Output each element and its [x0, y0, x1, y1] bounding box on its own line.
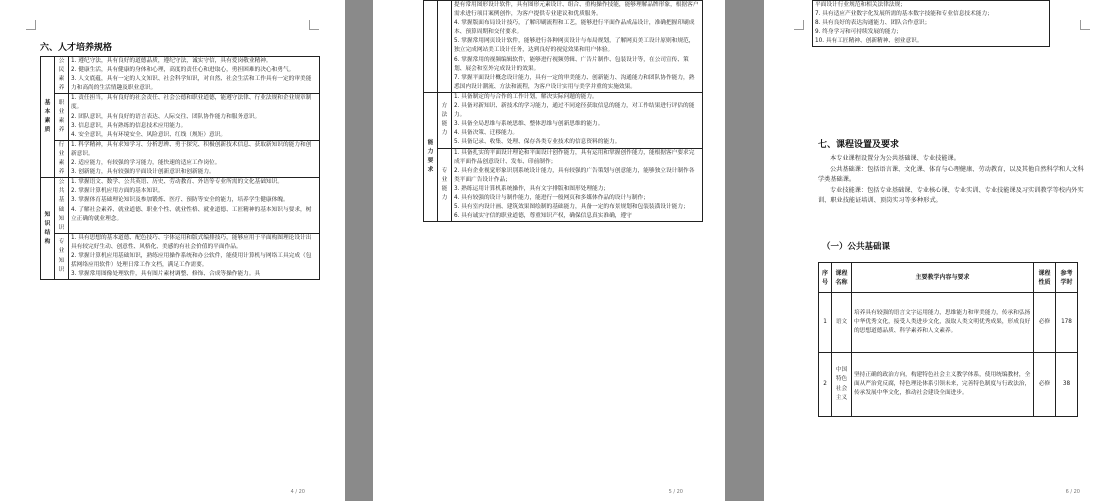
page-number: 6 / 20	[1065, 489, 1080, 495]
column-header: 课程性质	[1034, 263, 1056, 293]
table-row	[41, 94, 320, 140]
crop-mark	[794, 20, 804, 30]
category-cell: 知识结构	[41, 178, 55, 280]
group-content: 1. 遵纪守法，具有良好的道德品质，遵纪守法，诚实守信，具有爱岗敬业精神。 2. 健康生活，具有健康的身体和心理，高度的责任心和进取心，勇担困难的决心和勇气。 3. 人文底蕴，具有一定的人文知识、社会科学知识，对自然、社会生活和工作具有一定的审美能力和高尚的生活情趣及职业意识。	[69, 57, 320, 94]
column-header: 主要教学内容与要求	[852, 263, 1034, 293]
category-cell: 基本素质	[41, 57, 55, 178]
ability-continued-table	[812, 0, 1050, 47]
crop-mark	[26, 20, 36, 30]
crop-mark	[309, 20, 319, 30]
training-spec-table	[40, 56, 320, 280]
document-page-6	[764, 0, 1120, 501]
table-row: 1 语文 培养具有较强的语言文字运用能力，思维能力和审美能力，传承和弘扬中华优秀文化，接受人类进步文化，汲取人类文明优秀成果，形成良好的思想道德品质、科学素养和人文素养。 必修 178	[819, 293, 1078, 353]
group-label: 方法能力	[438, 92, 452, 148]
document-page-5	[373, 0, 725, 501]
category-cell: 能力要求	[424, 92, 438, 221]
column-header: 序号	[819, 263, 832, 293]
crop-mark	[1080, 20, 1090, 30]
table-row	[41, 233, 320, 279]
table-row	[424, 148, 703, 222]
page-number: 4 / 20	[290, 489, 305, 495]
group-label: 专业知识	[55, 233, 69, 279]
column-header: 课程名称	[832, 263, 852, 293]
group-content: 1. 责任担当，具有良好的社会责任、社会公德和职业道德，能遵守法律、行业法规和企业规章制度。 2. 团队意识，具有良好的语言表达、人际交往、团队协作能力和服务意识。 3. 信息意识，具有熟练的信息技术应用能力。 4. 安全意识，具有环境安全、风险意识、红线（规矩）意识。	[69, 94, 320, 140]
group-content: 1. 科学精神，具有求知学习、分析思辨、勇于探究、积极创新技术信息、获取新知识的能力和创新意识。 2. 适应能力，有较强的学习能力，能快速的适应工作岗位。 3. 创新能力，具有较强的平面设计创新意识和创新能力。	[69, 140, 320, 177]
section-heading: 六、人才培养规格	[40, 43, 113, 53]
course-table	[818, 262, 1078, 417]
course-content: 坚持正确的政治方向，构建特色社会主义教学体系，使用统编教材，全面从严治党反腐，特色理论体系引领未来，完善特色制度与行政法治，传承发展中华文化，推动社会建设全面进步。	[852, 353, 1034, 417]
paragraph: 公共基础课：包括语言课、文化课、体育与心理健康、劳动教育，以及其他自然科学和人文科学类基础课。	[818, 165, 1084, 183]
paragraph: 专业技能课：包括专业基础课、专业核心课、专业实训、专业技能课及习实训教学等校内外实训、职业技能证培训、顶岗实习等多种形式。	[818, 186, 1084, 204]
table-row	[424, 1, 703, 93]
group-label: 公民素养	[55, 57, 69, 94]
group-content: 1. 具备扎实的平面设计理论和平面设计创作能力，具有运用和掌握创作能力，能根据客户要求完成平面作品创意设计、发布、印前制作； 2. 具有企业视觉形象识别系统设计能力，具有较强的广告策划与创意能力，能够独立设计制作各类平面广告设计作品； 3. 熟练运用计算机系统操作，具有文字排版和图形处理能力； 4. 具有较强的设计与制作能力，能进行一般网页和多媒体作品的设计与制作； 5. 具有室内设计画、建筑效果图绘制的基础能力，具备一定的布景规划和包装装潢设计能力； 6. 具有诚实守信的职业道德，尊重知识产权，确保信息真实准确，遵守	[452, 148, 703, 222]
group-label: 行业素养	[55, 140, 69, 177]
page-number: 5 / 20	[668, 489, 683, 495]
table-row	[41, 57, 320, 94]
table-row	[813, 1, 1050, 47]
group-label: 公共基础知识	[55, 178, 69, 234]
column-header: 参考学时	[1056, 263, 1078, 293]
group-content: 平面设计行业规范和相关法律法规； 7. 具有适应产业数字化发展所需的基本数字技能和专业信息技术能力； 8. 具有良好的表达沟通能力、团队合作意识； 9. 终身学习和可持续发展的能力； 10. 具有工匠精神、创新精神、创业意识。	[813, 1, 1050, 47]
document-page-4	[0, 0, 345, 501]
group-content: 1. 掌握语文、数学、公共英语、历史、劳动教育、外语等专业所需的文化基础知识。 2. 掌握计算机应用方面的基本知识。 3. 掌握体育基础理论知识及参加锻炼、医疗、预防等安全的能力，培养学生健康体魄。 4. 了解社会素养、就业道德、职业个性、就业性格、就业道德、工匠精神的基本知识与要求，树立正确的就业理念。	[69, 178, 320, 234]
table-row	[41, 140, 320, 177]
group-content: 提有常用图形设计软件，具有图形元素设计、组合、重构操作技能，能够理解品牌形象，根据客户需求进行项目案例创作，为客户提供专业建议和优质服务。 4. 掌握版面布局设计技巧，了解印刷流程和工艺，能够进行平面作品成品设计，准确把握印刷成本、预算周期和交付要求。 5. 掌握常用网页设计软件，能够进行各种网页设计与布局规划，了解网页美工设计原则和规范，独立完成网站美工设计任务，达到良好的视觉效果和用户体验。 6. 掌握常用的视频编辑软件，能够进行视频剪辑、广告片制作、包装设计等，在公司宣传、策划、展会和室外完成设计的效果。 7. 掌握平面设计概念设计能力，具有一定的审美能力、创新能力、沟通能力和团队协作能力，熟悉国内设计潮流、方法和流程，为客户设计实用与美学并重的实施效果。	[452, 1, 703, 93]
group-label: 职业素养	[55, 94, 69, 140]
paragraph: 本专业课程设置分为公共基础课、专业技能课。	[830, 155, 960, 162]
body-text	[818, 154, 1084, 207]
table-row: 2 中国特色社会主义 坚持正确的政治方向，构建特色社会主义教学体系，使用统编教材，全面从严治党反腐，特色理论体系引领未来，完善特色制度与行政法治，传承发展中华文化，推动社会建设全面进步。 必修 38	[819, 353, 1078, 417]
section-heading: 七、课程设置及要求	[818, 140, 900, 150]
ability-table	[423, 0, 703, 222]
group-content: 1. 具有思想的基本道德、配色技巧、字体运用和版式编排技巧，能够应用于平面构图理论设计出具有较完好生动、创意性、风格化、美感的有社会价值的平面作品。 2. 掌握计算机应用基础知识，熟练应用操作系统和办公软件，能使用计算机与网络工具完成（包括网络应用软件）处理日常工作文档，满足工作需要。 3. 掌握常用图像处理软件，具有图片素材调整、修饰、合成等操作能力。具	[69, 233, 320, 279]
group-content: 1. 具备制定的与合作的工作计划，解决实际问题的能力。 2. 具备对新知识、新技术的学习能力，通过不同途径获取信息的能力，对工作结果进行评估的能力。 3. 具备全局思维与系统思维、整体思维与创新思维的能力。 4. 具备决策、迁移能力。 5. 具备记录、收集、处理、保存各类专业技术的信息资料的能力。	[452, 92, 703, 148]
group-label: 专业能力	[438, 148, 452, 222]
course-content: 培养具有较强的语言文字运用能力，思维能力和审美能力，传承和弘扬中华优秀文化，接受人类进步文化，汲取人类文明优秀成果，形成良好的思想道德品质、科学素养和人文素养。	[852, 293, 1034, 353]
table-header-row	[819, 263, 1078, 293]
table-row	[424, 92, 703, 148]
sub-heading: （一）公共基础课	[822, 242, 891, 252]
table-row	[41, 178, 320, 234]
